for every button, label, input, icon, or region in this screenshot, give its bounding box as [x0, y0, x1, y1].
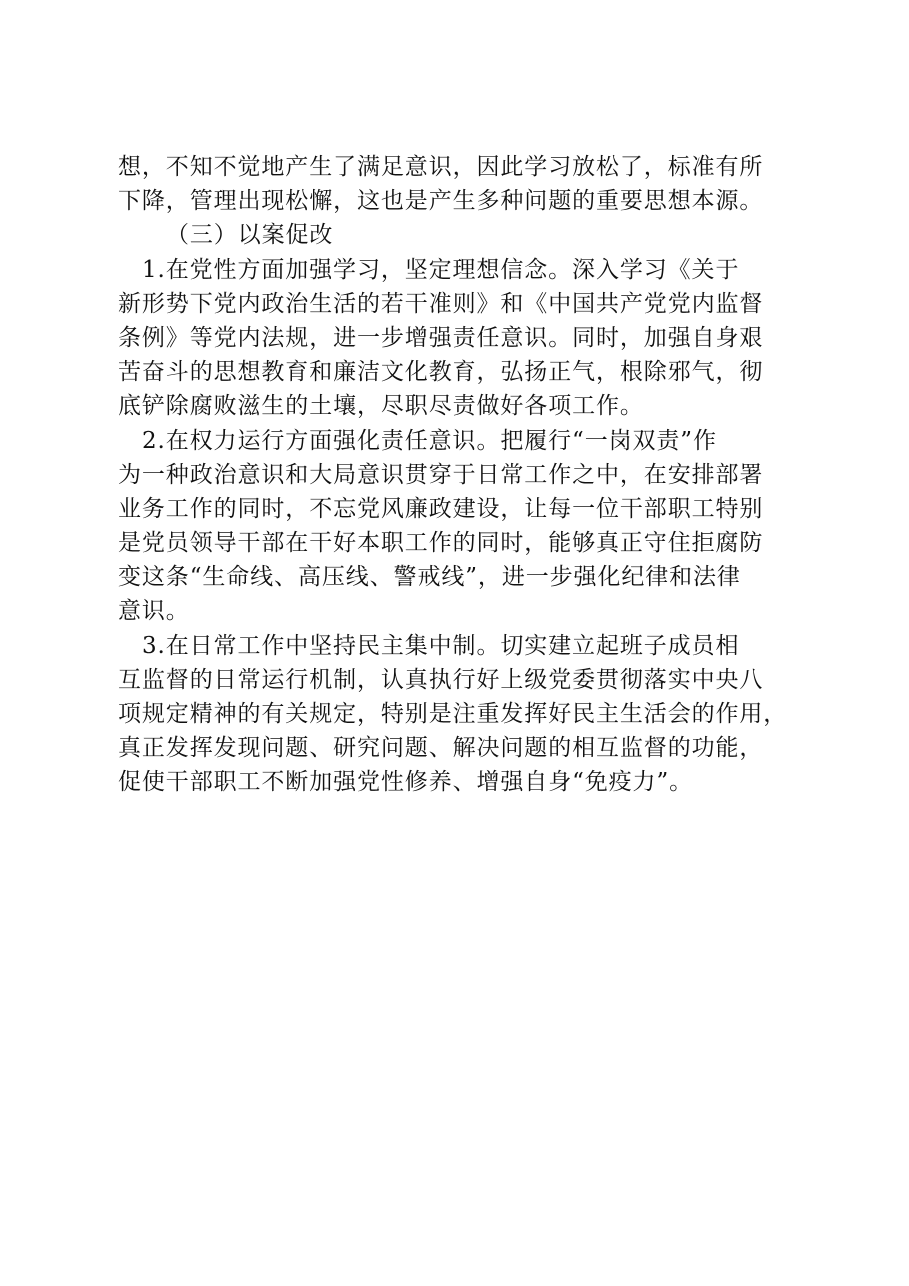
text-line: 变这条“生命线、高压线、警戒线”，进一步强化纪律和法律 — [118, 564, 741, 591]
text-line: 1.在党性方面加强学习，坚定理想信念。深入学习《关于 — [142, 256, 740, 283]
text-line: 想，不知不觉地产生了满足意识，因此学习放松了，标准有所 — [118, 154, 764, 180]
text-line: 苦奋斗的思想教育和廉洁文化教育，弘扬正气，根除邪气，彻 — [118, 359, 764, 386]
text-line: 互监督的日常运行机制，认真执行好上级党委贯彻落实中央八 — [118, 666, 764, 693]
text-line: 意识。 — [118, 598, 190, 625]
text-line: 新形势下党内政治生活的若干准则》和《中国共产党党内监督 — [118, 290, 764, 317]
text-line: 下降，管理出现松懈，这也是产生多种问题的重要思想本源。 — [118, 188, 764, 215]
body-text — [118, 150, 808, 800]
text-line: 真正发挥发现问题、研究问题、解决问题的相互监督的功能， — [118, 735, 764, 762]
text-line: 项规定精神的有关规定，特别是注重发挥好民主生活会的作用， — [118, 701, 788, 727]
text-line: 是党员领导干部在干好本职工作的同时，能够真正守住拒腐防 — [118, 530, 764, 557]
text-line: 2.在权力运行方面强化责任意识。把履行“一岗双责”作 — [142, 427, 717, 454]
text-line: 为一种政治意识和大局意识贯穿于日常工作之中，在安排部署 — [118, 461, 764, 488]
text-line: 促使干部职工不断加强党性修养、增强自身“免疫力”。 — [118, 769, 694, 796]
text-line: 3.在日常工作中坚持民主集中制。切实建立起班子成员相 — [142, 632, 740, 659]
section-heading: （三）以案促改 — [166, 222, 334, 249]
text-line: 底铲除腐败滋生的土壤，尽职尽责做好各项工作。 — [118, 393, 644, 420]
text-line: 业务工作的同时，不忘党风廉政建设，让每一位干部职工特别 — [118, 495, 764, 522]
text-line: 条例》等党内法规，进一步增强责任意识。同时，加强自身艰 — [118, 324, 764, 351]
